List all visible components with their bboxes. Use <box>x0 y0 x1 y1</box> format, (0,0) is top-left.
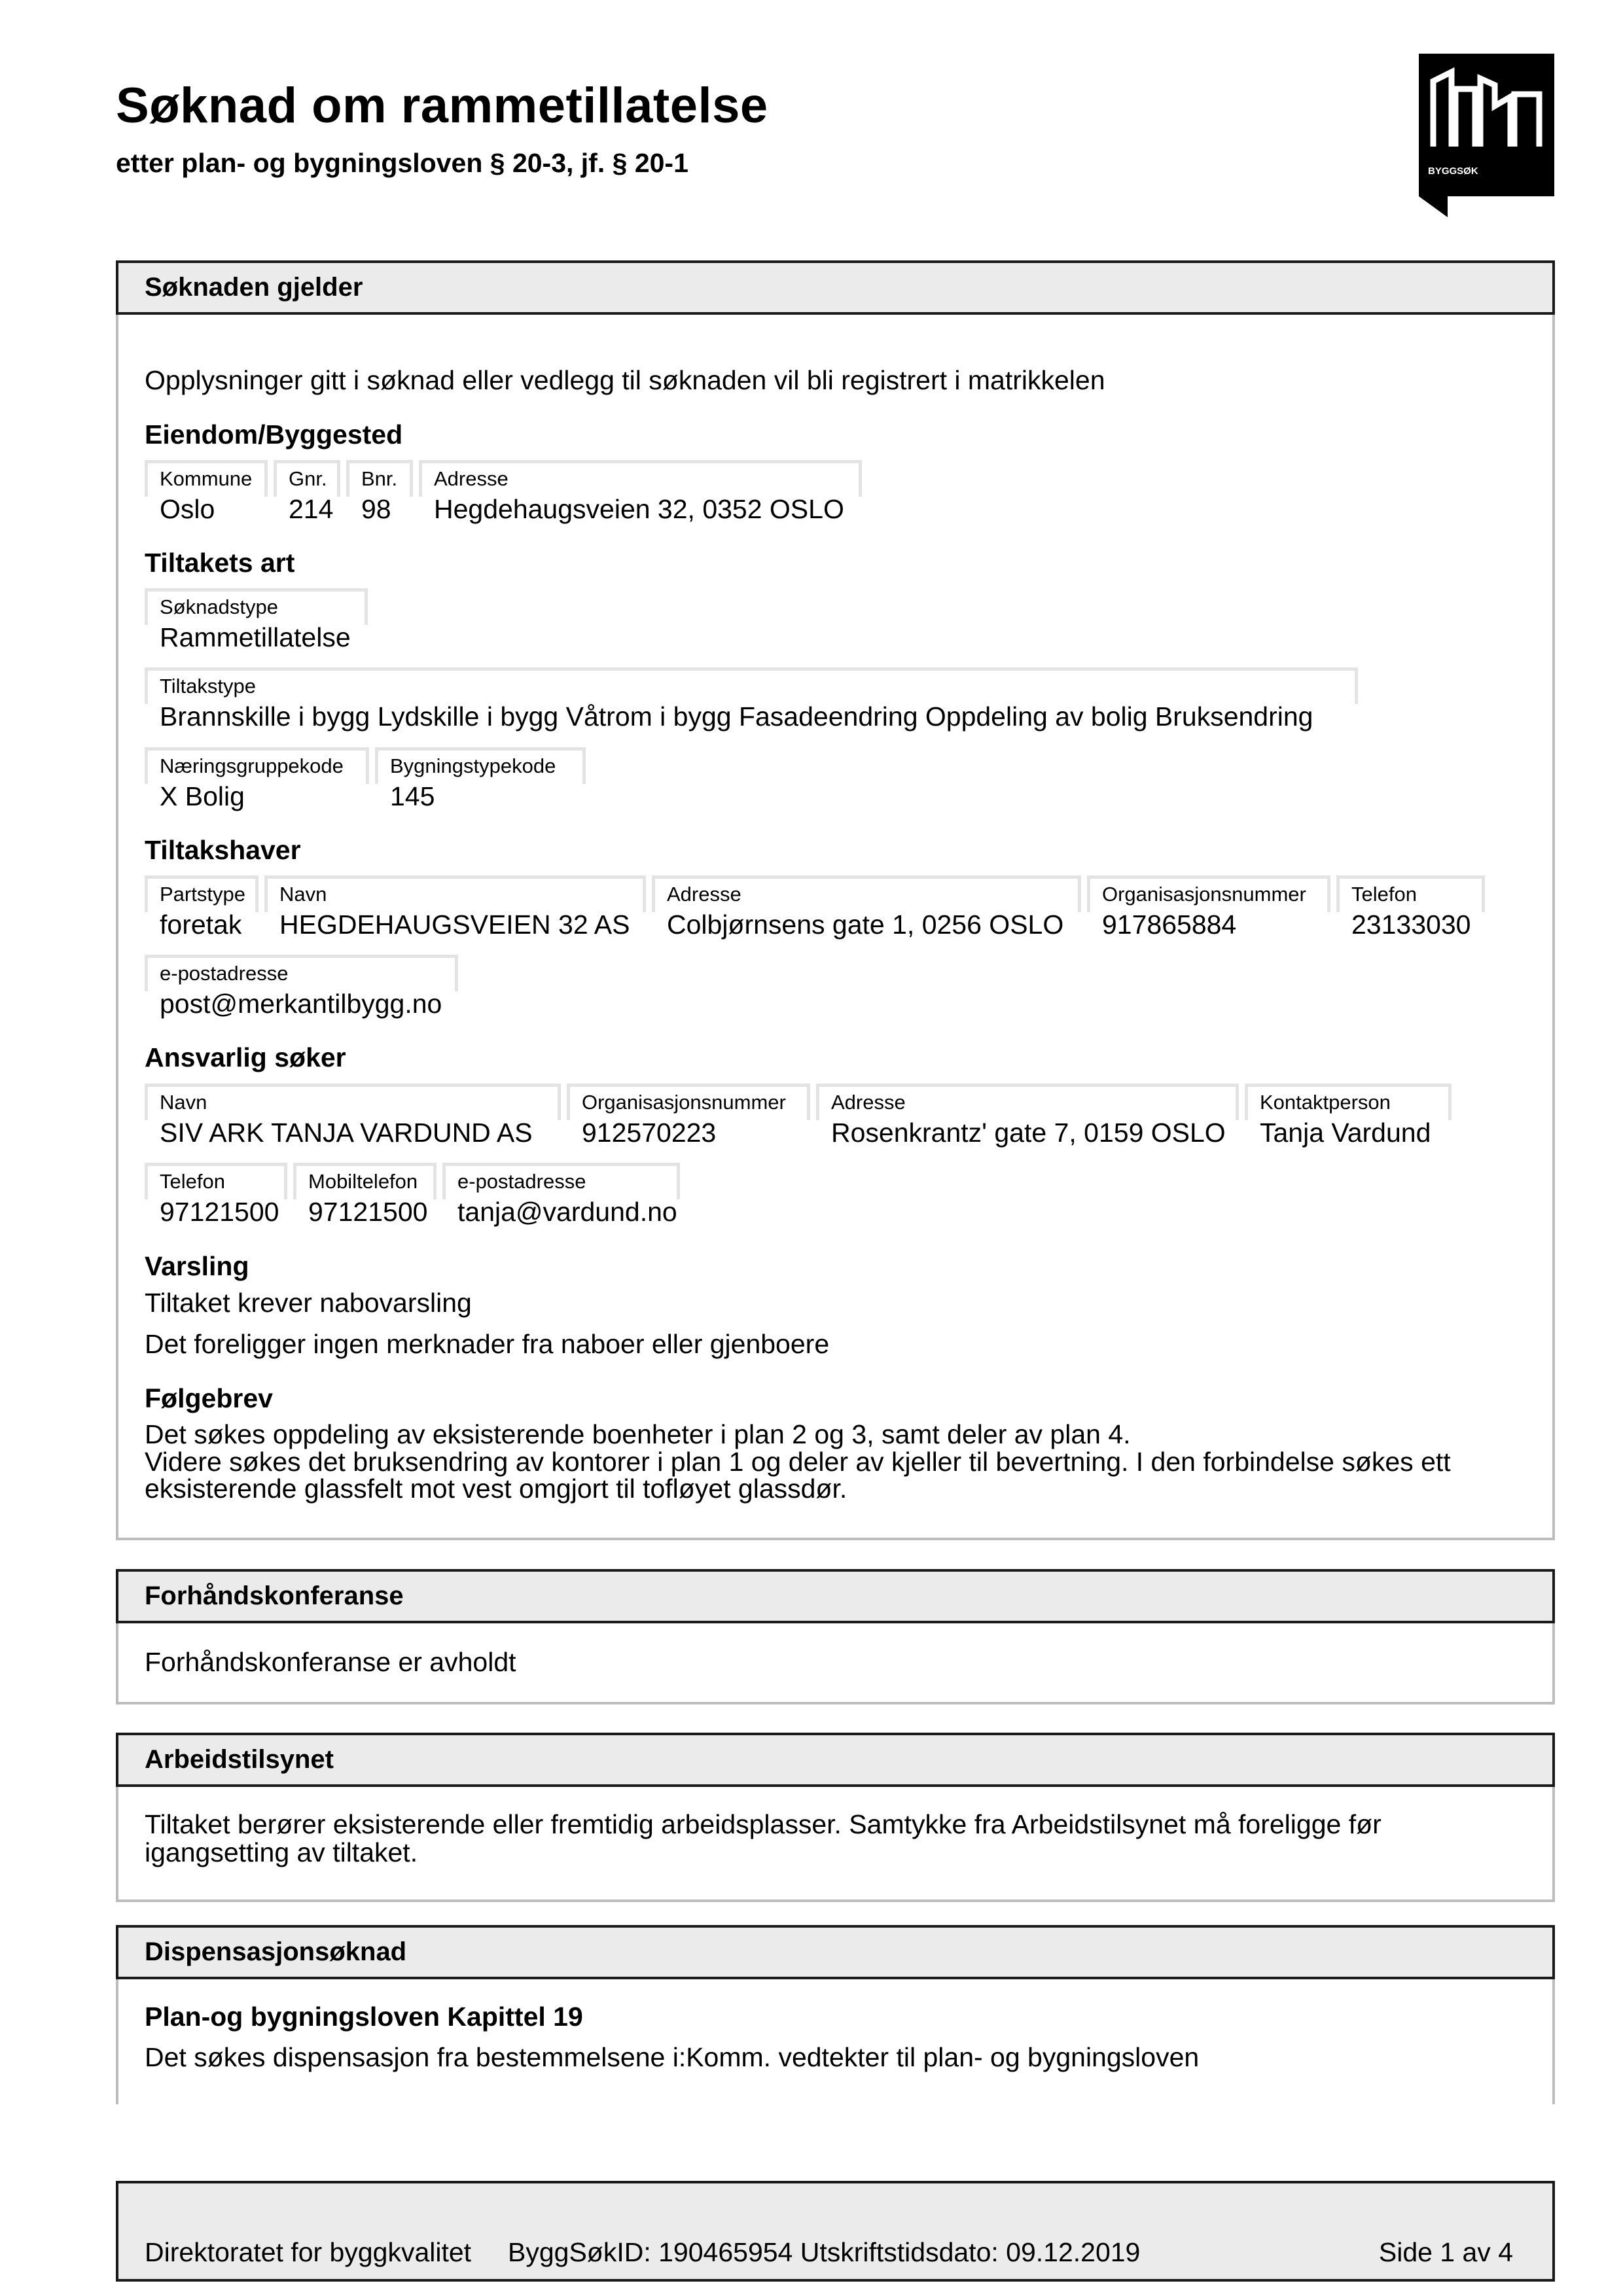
section-header: Søknaden gjelder <box>116 260 1555 315</box>
folgebrev-line: Videre søkes det bruksendring av kontorer i plan 1 og deler av kjeller til bevertning. I den forbindelse søkes ett <box>145 1447 1451 1477</box>
section-header: Forhåndskonferanse <box>116 1569 1555 1623</box>
tiltakstype-fields <box>145 667 1364 735</box>
field-label: e-postadresse <box>145 955 458 991</box>
dispensasjon-text: Det søkes dispensasjon fra bestemmelsene i:Komm. vedtekter til plan- og bygningsloven <box>145 2042 1200 2072</box>
field-label: Adresse <box>652 875 1081 912</box>
footer-org: Direktoratet for byggkvalitet <box>145 2237 472 2267</box>
field-value: 214 <box>289 494 334 524</box>
field-label: Bygningstypekode <box>375 747 586 784</box>
section-soknaden-gjelder <box>116 260 1555 1540</box>
section-dispensasjon <box>116 1925 1555 2104</box>
document-title: Søknad om rammetillatelse <box>116 78 768 133</box>
page-footer <box>116 2181 1555 2282</box>
field-adresse <box>816 1084 1239 1152</box>
logo-text: BYGGSØK <box>1428 166 1478 177</box>
field-label: Næringsgruppekode <box>145 747 369 784</box>
field-value: Rosenkrantz' gate 7, 0159 OSLO <box>831 1118 1226 1148</box>
field-naeringsgruppekode <box>145 747 369 815</box>
field-label: Kommune <box>145 460 268 497</box>
field-tiltakstype <box>145 667 1358 735</box>
document-subtitle: etter plan- og bygningsloven § 20-3, jf. § 20-1 <box>116 148 688 178</box>
field-navn <box>264 875 646 944</box>
field-organisasjonsnummer <box>1087 875 1330 944</box>
field-gnr <box>274 460 340 528</box>
field-label: Telefon <box>1336 875 1485 912</box>
eiendom-fields <box>145 460 868 528</box>
footer-info: ByggSøkID: 190465954 Utskriftstidsdato: 09.12.2019 <box>508 2237 1141 2267</box>
section-forhandskonferanse <box>116 1569 1555 1704</box>
field-label: Mobiltelefon <box>293 1163 437 1199</box>
field-kontaktperson <box>1245 1084 1452 1152</box>
eiendom-heading: Eiendom/Byggested <box>145 419 403 450</box>
field-organisasjonsnummer <box>567 1084 810 1152</box>
field-bygningstypekode <box>375 747 586 815</box>
arbeidstilsynet-line: igangsetting av tiltaket. <box>145 1837 418 1867</box>
kode-fields <box>145 747 592 815</box>
field-value: HEGDEHAUGSVEIEN 32 AS <box>279 910 630 940</box>
field-label: Navn <box>145 1084 561 1120</box>
byggsok-logo <box>1419 54 1554 217</box>
field-label: Organisasjonsnummer <box>567 1084 810 1120</box>
field-value: Hegdehaugsveien 32, 0352 OSLO <box>434 494 844 524</box>
field-value: 145 <box>390 781 435 811</box>
field-value: 98 <box>361 494 391 524</box>
tiltakshaver-heading: Tiltakshaver <box>145 835 301 865</box>
field-value: X Bolig <box>160 781 245 811</box>
field-label: Telefon <box>145 1163 287 1199</box>
folgebrev-line: eksisterende glassfelt mot vest omgjort til tofløyet glassdør. <box>145 1474 847 1504</box>
varsling-line: Det foreligger ingen merknader fra naboer eller gjenboere <box>145 1329 830 1359</box>
intro-text: Opplysninger gitt i søknad eller vedlegg til søknaden vil bli registrert i matrikkelen <box>145 365 1105 395</box>
field-epostadresse <box>145 955 458 1023</box>
field-telefon <box>1336 875 1485 944</box>
field-value: Brannskille i bygg Lydskille i bygg Våtrom i bygg Fasadeendring Oppdeling av bolig Bruksendring <box>160 701 1313 732</box>
field-value: 97121500 <box>160 1197 279 1227</box>
field-bnr <box>346 460 413 528</box>
field-value: Tanja Vardund <box>1260 1118 1431 1148</box>
field-value: post@merkantilbygg.no <box>160 989 442 1019</box>
field-navn <box>145 1084 561 1152</box>
ansvarlig-soker-heading: Ansvarlig søker <box>145 1042 346 1072</box>
section-header: Arbeidstilsynet <box>116 1733 1555 1787</box>
footer-page-number: Side 1 av 4 <box>1378 2237 1513 2267</box>
field-label: e-postadresse <box>442 1163 680 1199</box>
varsling-heading: Varsling <box>145 1251 249 1281</box>
field-value: SIV ARK TANJA VARDUND AS <box>160 1118 533 1148</box>
field-label: Tiltakstype <box>145 667 1358 704</box>
folgebrev-line: Det søkes oppdeling av eksisterende boenheter i plan 2 og 3, samt deler av plan 4. <box>145 1419 1131 1449</box>
dispensasjon-heading: Plan-og bygningsloven Kapittel 19 <box>145 2002 583 2032</box>
field-value: 97121500 <box>308 1197 428 1227</box>
field-kommune <box>145 460 268 528</box>
field-telefon <box>145 1163 287 1231</box>
soknadstype-fields <box>145 588 374 656</box>
section-header: Dispensasjonsøknad <box>116 1925 1555 1979</box>
field-value: Oslo <box>160 494 215 524</box>
field-value: tanja@vardund.no <box>457 1197 677 1227</box>
field-adresse <box>652 875 1081 944</box>
field-value: 912570223 <box>582 1118 717 1148</box>
field-label: Navn <box>264 875 646 912</box>
field-adresse <box>419 460 862 528</box>
field-value: 917865884 <box>1102 910 1237 940</box>
field-label: Adresse <box>816 1084 1239 1120</box>
field-value: 23133030 <box>1351 910 1471 940</box>
section-arbeidstilsynet <box>116 1733 1555 1902</box>
field-label: Partstype <box>145 875 259 912</box>
forhandskonferanse-text: Forhåndskonferanse er avholdt <box>145 1647 516 1677</box>
field-value: foretak <box>160 910 242 940</box>
varsling-line: Tiltaket krever nabovarsling <box>145 1288 472 1318</box>
field-mobiltelefon <box>293 1163 437 1231</box>
ansvarlig-soker-fields <box>145 1084 1457 1152</box>
folgebrev-heading: Følgebrev <box>145 1383 273 1413</box>
field-label: Søknadstype <box>145 588 368 625</box>
field-partstype <box>145 875 259 944</box>
field-epostadresse <box>442 1163 680 1231</box>
field-soknadstype <box>145 588 368 656</box>
field-label: Kontaktperson <box>1245 1084 1452 1120</box>
tiltakets-art-heading: Tiltakets art <box>145 548 295 578</box>
ansvarlig-soker-kontakt-fields <box>145 1163 686 1231</box>
field-value: Colbjørnsens gate 1, 0256 OSLO <box>667 910 1064 940</box>
field-label: Adresse <box>419 460 862 497</box>
field-label: Bnr. <box>346 460 413 497</box>
byggsok-logo-icon <box>1419 54 1554 217</box>
arbeidstilsynet-line: Tiltaket berører eksisterende eller fremtidig arbeidsplasser. Samtykke fra Arbeidstilsynet må foreligge før <box>145 1809 1382 1839</box>
field-value: Rammetillatelse <box>160 622 351 652</box>
field-label: Organisasjonsnummer <box>1087 875 1330 912</box>
field-label: Gnr. <box>274 460 340 497</box>
tiltakshaver-epost-fields <box>145 955 464 1023</box>
tiltakshaver-fields <box>145 875 1491 944</box>
